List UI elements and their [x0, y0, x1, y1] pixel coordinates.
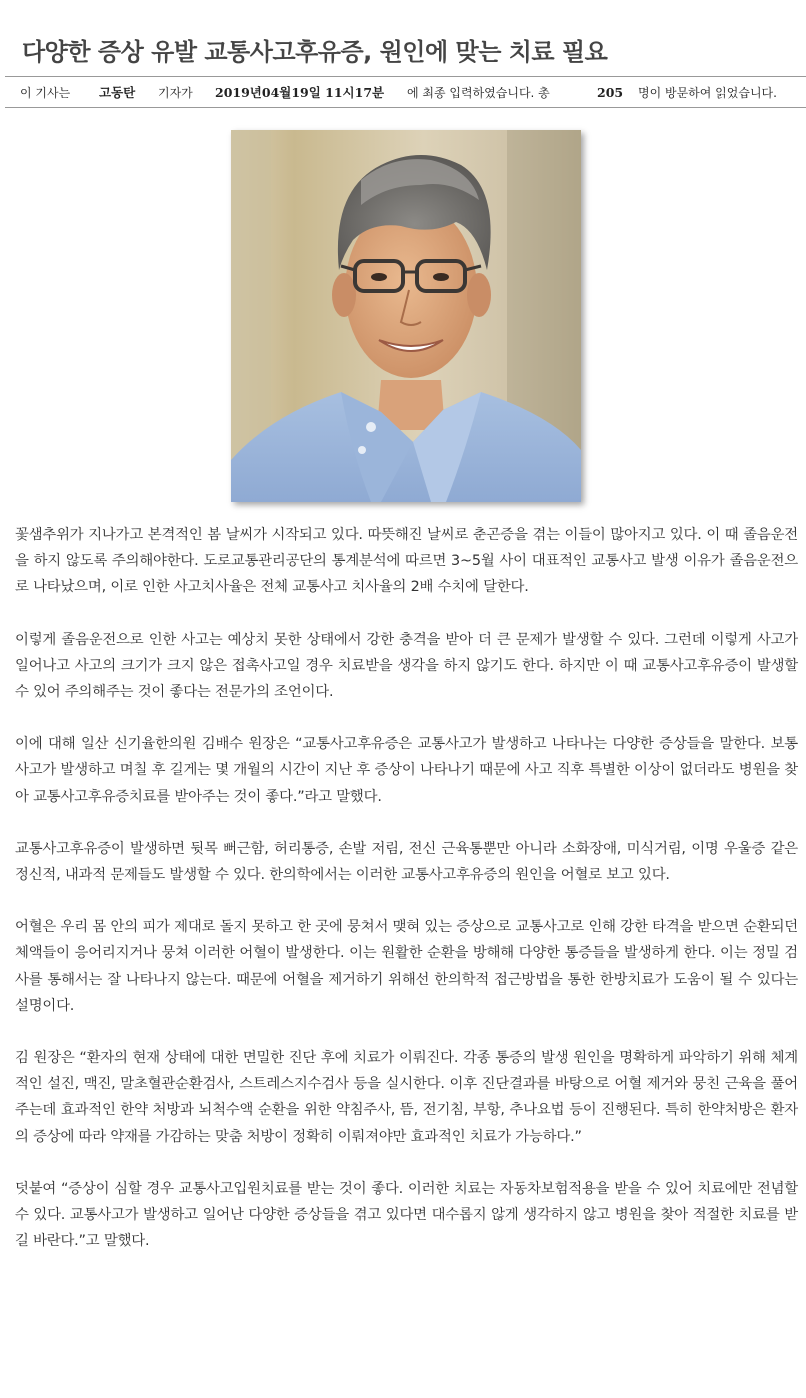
- byline-datetime: 2019년04월19일 11시17분: [215, 85, 385, 100]
- byline-datetime-suffix: 에 최종 입력하였습니다. 총: [407, 86, 550, 100]
- article-paragraph: 어혈은 우리 몸 안의 피가 제대로 돌지 못하고 한 곳에 뭉쳐서 맺혀 있는 증상으로 교통사고로 인해 강한 타격을 받으면 순환되던 체액들이 응어리지거나 뭉쳐 이러한 어혈이 발생한다. 이는 원활한 순환을 방해해 다양한 통증들을 발생하게 한다. 이는 정밀 검사를 통해서는 잘 나타나지 않는다. 때문에 어혈을 제거하기 위해선 한의학적 접근방법을 통한 한방치료가 도움이 될 수 있다는 설명이다.: [15, 919, 798, 1014]
- article-paragraph: 꽃샘추위가 지나가고 본격적인 봄 날씨가 시작되고 있다. 따뜻해진 날씨로 춘곤증을 겪는 이들이 많아지고 있다. 이 때 졸음운전을 하지 않도록 주의해야한다. 도로교통관리공단의 통계분석에 따르면 3~5월 사이 대표적인 교통사고 발생 이유가 졸음운전으로 나타났으며, 이로 인한 사고치사율은 전체 교통사고 치사율의 2배 수치에 달한다.: [15, 527, 798, 596]
- article-paragraph: 이렇게 졸음운전으로 인한 사고는 예상치 못한 상태에서 강한 충격을 받아 더 큰 문제가 발생할 수 있다. 그런데 이렇게 사고가 일어나고 사고의 크기가 크지 않은 접촉사고일 경우 치료받을 생각을 하지 않기도 한다. 하지만 이 때 교통사고후유증이 발생할 수 있어 주의해주는 것이 좋다는 전문가의 조언이다.: [15, 631, 798, 701]
- article-paragraph: 김 원장은 “환자의 현재 상태에 대한 면밀한 진단 후에 치료가 이뤄진다. 각종 통증의 발생 원인을 명확하게 파악하기 위해 체계적인 설진, 맥진, 말초혈관순환검사, 스트레스지수검사 등을 실시한다. 이후 진단결과를 바탕으로 어혈 제거와 뭉친 근육을 풀어주는데 효과적인 한약 처방과 뇌척수액 순환을 위한 약침주사, 뜸, 전기침, 부항, 추나요법 등이 진행된다. 특히 한약처방은 환자의 증상에 따라 약재를 가감하는 맞춤 처방이 정확히 이뤄져야만 효과적인 치료가 가능하다.”: [15, 1050, 798, 1145]
- article-paragraph: 교통사고후유증이 발생하면 뒷목 뻐근함, 허리통증, 손발 저림, 전신 근육통뿐만 아니라 소화장애, 미식거림, 이명 우울증 같은 정신적, 내과적 문제들도 발생할 수 있다. 한의학에서는 이러한 교통사고후유증의 원인을 어혈로 보고 있다.: [15, 840, 798, 884]
- article-body: [15, 522, 798, 1280]
- byline-visitors-suffix: 명이 방문하여 읽었습니다.: [638, 86, 777, 100]
- article-paragraph: 이에 대해 일산 신기율한의원 김배수 원장은 “교통사고후유증은 교통사고가 발생하고 나타나는 다양한 증상들을 말한다. 보통 사고가 발생하고 며칠 후 길게는 몇 개월의 시간이 지난 후 증상이 나타나기 때문에 사고 직후 특별한 이상이 없더라도 병원을 찾아 교통사고후유증치료를 받아주는 것이 좋다.”라고 말했다.: [15, 736, 798, 805]
- article-headline: 다양한 증상 유발 교통사고후유증, 원인에 맞는 치료 필요: [22, 38, 608, 67]
- article-paragraph: 덧붙여 “증상이 심할 경우 교통사고입원치료를 받는 것이 좋다. 이러한 치료는 자동차보험적용을 받을 수 있어 치료에만 전념할 수 있다. 교통사고가 발생하고 일어난 다양한 증상들을 겪고 있다면 대수롭지 않게 생각하지 않고 병원을 찾아 적절한 치료를 받길 바란다.”고 말했다.: [15, 1180, 798, 1250]
- article-photo: [231, 130, 581, 502]
- byline-reporter: 고동탄: [99, 85, 136, 100]
- byline-visitors: 205: [597, 85, 624, 100]
- portrait-image: [231, 130, 581, 502]
- byline-reporter-suffix: 기자가: [158, 86, 193, 100]
- article-info-bar: [5, 76, 806, 108]
- byline-prefix: 이 기사는: [20, 86, 71, 100]
